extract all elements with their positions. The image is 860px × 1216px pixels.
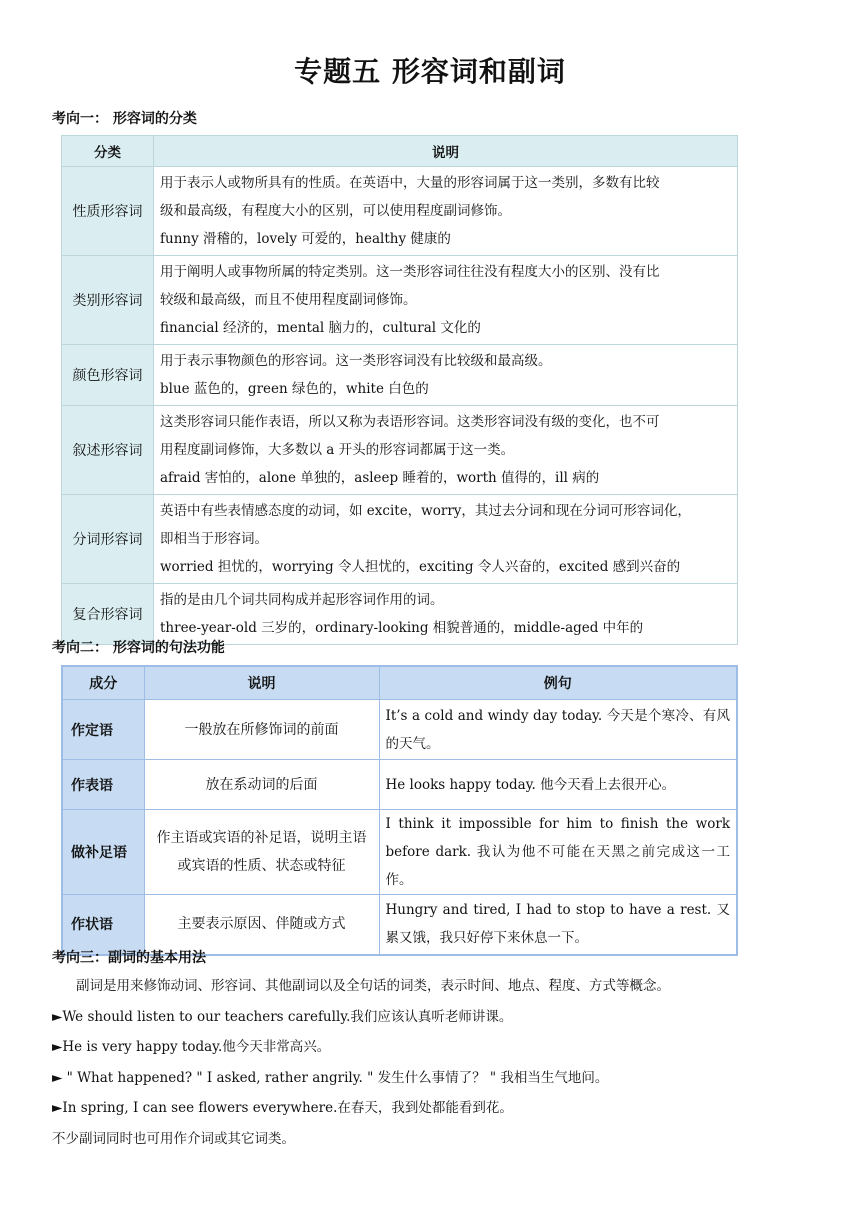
description-line: 较级和最高级，而且不使用程度副词修饰。 bbox=[160, 292, 417, 308]
column-header: 成分 bbox=[62, 666, 144, 700]
description-cell bbox=[154, 406, 738, 495]
table-row bbox=[62, 895, 737, 955]
description-cell bbox=[154, 495, 738, 584]
table-row bbox=[62, 345, 738, 406]
description-line: 这类形容词只能作表语，所以又称为表语形容词。这类形容词没有级的变化，也不可 bbox=[160, 414, 660, 430]
explanation-cell: 作主语或宾语的补足语，说明主语或宾语的性质、状态或特征 bbox=[144, 810, 379, 895]
part-cell: 做补足语 bbox=[62, 810, 144, 895]
section-heading-adjective-syntax: 考向二： 形容词的句法功能 bbox=[52, 640, 225, 656]
column-header: 例句 bbox=[379, 666, 737, 700]
explanation-cell: 放在系动词的后面 bbox=[144, 760, 379, 810]
section-heading-adjective-classification: 考向一： 形容词的分类 bbox=[52, 111, 197, 127]
description-cell bbox=[154, 584, 738, 645]
table-row bbox=[62, 256, 738, 345]
explanation-cell: 主要表示原因、伴随或方式 bbox=[144, 895, 379, 955]
table-row bbox=[62, 760, 737, 810]
example-line: financial 经济的，mental 脑力的，cultural 文化的 bbox=[160, 320, 481, 336]
category-cell: 性质形容词 bbox=[62, 167, 154, 256]
example-line: worried 担忧的，worrying 令人担忧的，exciting 令人兴奋的，excited 感到兴奋的 bbox=[160, 559, 681, 575]
table-row bbox=[62, 584, 738, 645]
example-sentence: ►We should listen to our teachers carefully.我们应该认真听老师讲课。 bbox=[52, 1009, 513, 1025]
page-title: 专题五 形容词和副词 bbox=[294, 55, 566, 88]
example-cell: I think it impossible for him to finish the work before dark. 我认为他不可能在天黑之前完成这一工作。 bbox=[379, 810, 737, 895]
example-sentence: ► " What happened? " I asked, rather angrily. " 发生什么事情了？ " 我相当生气地问。 bbox=[52, 1070, 609, 1086]
adjective-classification-table bbox=[61, 135, 738, 645]
description-cell bbox=[154, 345, 738, 406]
example-line: funny 滑稽的，lovely 可爱的，healthy 健康的 bbox=[160, 231, 451, 247]
example-sentence: ►He is very happy today.他今天非常高兴。 bbox=[52, 1039, 331, 1055]
part-cell: 作状语 bbox=[62, 895, 144, 955]
description-line: 级和最高级，有程度大小的区别，可以使用程度副词修饰。 bbox=[160, 203, 511, 219]
table-row bbox=[62, 700, 737, 760]
example-sentence: ►In spring, I can see flowers everywhere.在春天，我到处都能看到花。 bbox=[52, 1100, 513, 1116]
table-row bbox=[62, 406, 738, 495]
description-cell bbox=[154, 256, 738, 345]
part-cell: 作表语 bbox=[62, 760, 144, 810]
example-cell: It’s a cold and windy day today. 今天是个寒冷、有风的天气。 bbox=[379, 700, 737, 760]
column-header: 说明 bbox=[144, 666, 379, 700]
category-cell: 叙述形容词 bbox=[62, 406, 154, 495]
category-cell: 颜色形容词 bbox=[62, 345, 154, 406]
category-cell: 复合形容词 bbox=[62, 584, 154, 645]
example-line: blue 蓝色的，green 绿色的，white 白色的 bbox=[160, 381, 429, 397]
description-cell bbox=[154, 167, 738, 256]
table-row bbox=[62, 810, 737, 895]
example-line: three-year-old 三岁的，ordinary-looking 相貌普通的，middle-aged 中年的 bbox=[160, 620, 644, 636]
description-line: 用程度副词修饰，大多数以 a 开头的形容词都属于这一类。 bbox=[160, 442, 515, 458]
description-line: 英语中有些表情感态度的动词，如 excite，worry，其过去分词和现在分词可形容词化， bbox=[160, 503, 691, 519]
section-heading-adverb-usage: 考向三：副词的基本用法 bbox=[52, 950, 206, 966]
description-line: 用于表示人或物所具有的性质。在英语中，大量的形容词属于这一类别，多数有比较 bbox=[160, 175, 660, 191]
explanation-cell: 一般放在所修饰词的前面 bbox=[144, 700, 379, 760]
description-line: 用于阐明人或事物所属的特定类别。这一类形容词往往没有程度大小的区别、没有比 bbox=[160, 264, 660, 280]
category-cell: 分词形容词 bbox=[62, 495, 154, 584]
description-line: 指的是由几个词共同构成并起形容词作用的词。 bbox=[160, 592, 444, 608]
example-cell: Hungry and tired, I had to stop to have a rest. 又累又饿，我只好停下来休息一下。 bbox=[379, 895, 737, 955]
column-header: 分类 bbox=[62, 136, 154, 167]
note-paragraph: 不少副词同时也可用作介词或其它词类。 bbox=[52, 1131, 295, 1147]
description-line: 即相当于形容词。 bbox=[160, 531, 268, 547]
example-cell: He looks happy today. 他今天看上去很开心。 bbox=[379, 760, 737, 810]
table-header-row bbox=[62, 666, 737, 700]
example-line: afraid 害怕的，alone 单独的，asleep 睡着的，worth 值得的，ill 病的 bbox=[160, 470, 600, 486]
table-row bbox=[62, 495, 738, 584]
column-header: 说明 bbox=[154, 136, 738, 167]
part-cell: 作定语 bbox=[62, 700, 144, 760]
description-line: 用于表示事物颜色的形容词。这一类形容词没有比较级和最高级。 bbox=[160, 353, 552, 369]
adjective-syntax-table bbox=[61, 665, 738, 956]
adverb-intro-paragraph: 副词是用来修饰动词、形容词、其他副词以及全句话的词类，表示时间、地点、程度、方式等概念。 bbox=[76, 978, 670, 994]
table-header-row bbox=[62, 136, 738, 167]
category-cell: 类别形容词 bbox=[62, 256, 154, 345]
table-row bbox=[62, 167, 738, 256]
